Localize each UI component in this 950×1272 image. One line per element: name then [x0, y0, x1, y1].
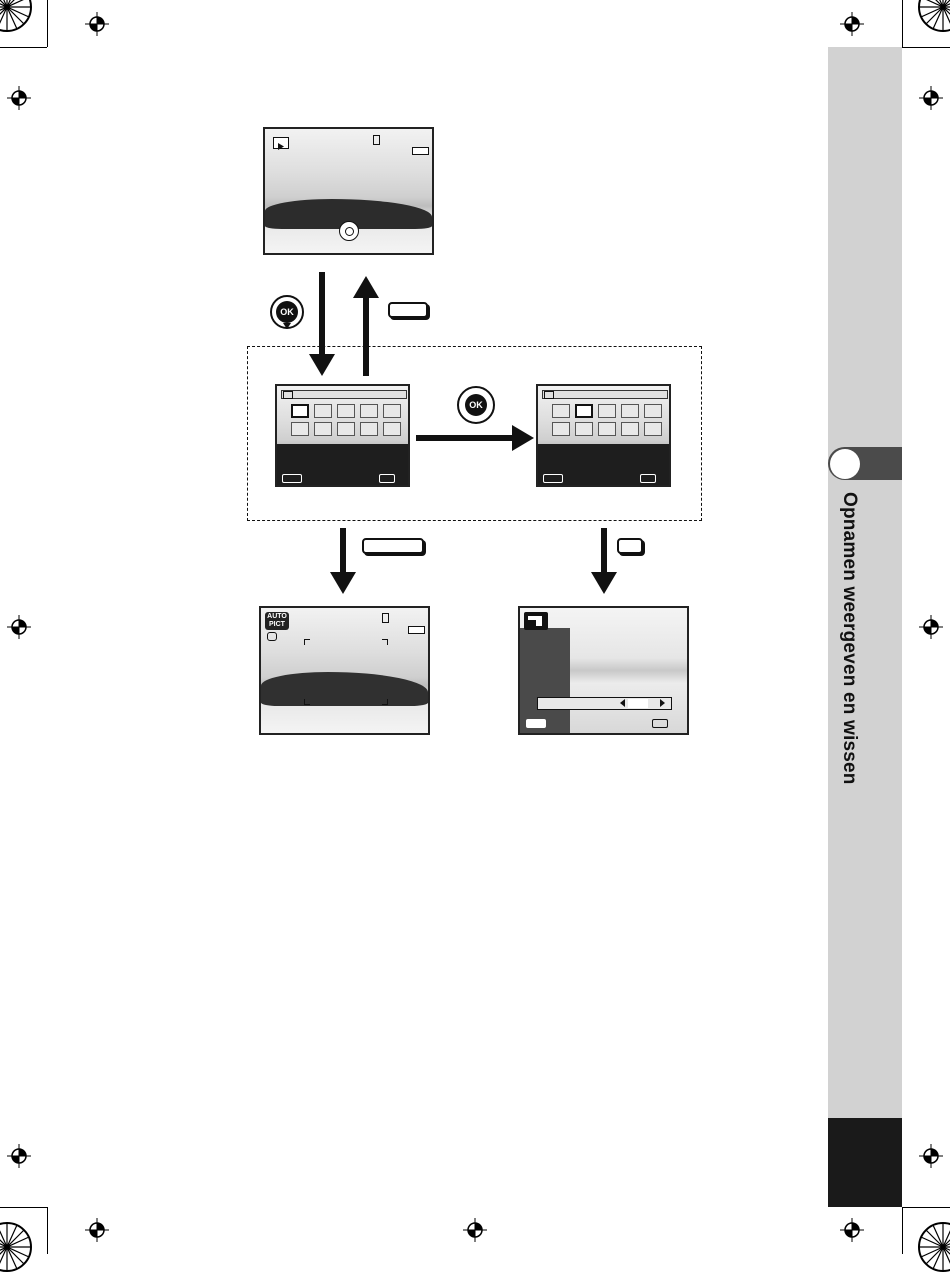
trim-line	[0, 47, 47, 48]
registration-mark-icon	[7, 615, 31, 639]
four-way-controller-icon	[339, 221, 359, 241]
down-pointer-icon	[283, 323, 291, 329]
registration-mark-icon	[85, 1218, 109, 1242]
registration-mark-icon	[919, 86, 943, 110]
playback-screen-top	[263, 127, 434, 255]
menu-item-crop[interactable]	[337, 404, 355, 418]
sunburst-mark-bottom-right	[918, 1222, 950, 1272]
trim-line	[0, 1207, 47, 1208]
resize-icon	[524, 612, 548, 630]
focus-frame	[303, 638, 389, 706]
cancel-button-icon	[543, 474, 563, 483]
registration-mark-icon	[840, 12, 864, 36]
arrow-right-head	[512, 425, 534, 451]
menu-item-sound[interactable]	[314, 422, 332, 436]
registration-mark-icon	[463, 1218, 487, 1242]
play-icon	[283, 391, 293, 399]
arrow-down	[601, 528, 607, 574]
menu-item-copy[interactable]	[621, 404, 639, 418]
sunburst-mark-top-right	[918, 0, 950, 32]
page-number-box	[828, 1118, 902, 1207]
trim-line	[902, 47, 950, 48]
menu-item-copy[interactable]	[360, 404, 378, 418]
playback-menu-screen-left	[275, 384, 410, 487]
auto-picture-mode-icon: AUTO PICT	[265, 612, 289, 630]
chapter-number-circle	[830, 449, 860, 479]
shutter-key-icon	[362, 538, 424, 554]
menu-item-rotate[interactable]	[644, 404, 662, 418]
menu-item-resize[interactable]	[575, 404, 593, 418]
menu-item-sound[interactable]	[575, 422, 593, 436]
card-icon	[373, 135, 380, 145]
menu-item-redeye[interactable]	[621, 422, 639, 436]
arrow-right	[416, 435, 516, 441]
chapter-title: Opnamen weergeven en wissen	[839, 492, 860, 785]
ok-button-icon	[640, 474, 656, 483]
registration-mark-icon	[919, 615, 943, 639]
size-selector-bar[interactable]	[537, 697, 672, 710]
registration-mark-icon	[919, 1144, 943, 1168]
four-way-controller-icon: OK	[457, 386, 495, 424]
cancel-button-icon	[282, 474, 302, 483]
trim-line	[47, 1207, 48, 1254]
menu-item-redeye[interactable]	[360, 422, 378, 436]
card-icon	[382, 613, 389, 623]
registration-mark-icon	[85, 12, 109, 36]
ok-button-icon	[652, 719, 668, 728]
ok-key-icon	[617, 538, 643, 554]
menu-item-slideshow[interactable]	[291, 404, 309, 418]
registration-mark-icon	[840, 1218, 864, 1242]
battery-icon	[412, 147, 429, 155]
trim-line	[47, 0, 48, 47]
ok-button-icon	[379, 474, 395, 483]
arrow-down-head	[330, 572, 356, 594]
menu-item-resize[interactable]	[314, 404, 332, 418]
menu-item-filter[interactable]	[552, 422, 570, 436]
menu-item-frame[interactable]	[598, 422, 616, 436]
face-detect-icon	[267, 632, 277, 641]
resize-screen	[518, 606, 689, 735]
sunburst-mark-bottom-left	[0, 1222, 32, 1272]
trim-line	[902, 1207, 903, 1254]
menu-item-frame[interactable]	[337, 422, 355, 436]
cancel-button-icon	[526, 719, 546, 728]
ok-button-icon: OK	[270, 295, 304, 329]
registration-mark-icon	[7, 1144, 31, 1168]
arrow-down	[319, 272, 325, 356]
arrow-down	[340, 528, 346, 574]
arrow-down-head	[591, 572, 617, 594]
arrow-up-head	[353, 276, 379, 298]
sunburst-mark-top-left	[0, 0, 32, 32]
menu-header-bar	[542, 390, 668, 399]
capture-screen	[259, 606, 430, 735]
menu-item-slideshow[interactable]	[552, 404, 570, 418]
menu-item-filter[interactable]	[291, 422, 309, 436]
menu-key-icon	[388, 302, 428, 318]
playback-menu-screen-right	[536, 384, 671, 487]
trim-line	[902, 0, 903, 47]
menu-item-voicememo[interactable]	[644, 422, 662, 436]
registration-mark-icon	[7, 86, 31, 110]
menu-item-rotate[interactable]	[383, 404, 401, 418]
menu-item-crop[interactable]	[598, 404, 616, 418]
play-icon	[544, 391, 554, 399]
play-icon	[273, 137, 289, 149]
battery-icon	[408, 626, 425, 634]
menu-header-bar	[281, 390, 407, 399]
trim-line	[902, 1207, 950, 1208]
menu-item-voicememo[interactable]	[383, 422, 401, 436]
